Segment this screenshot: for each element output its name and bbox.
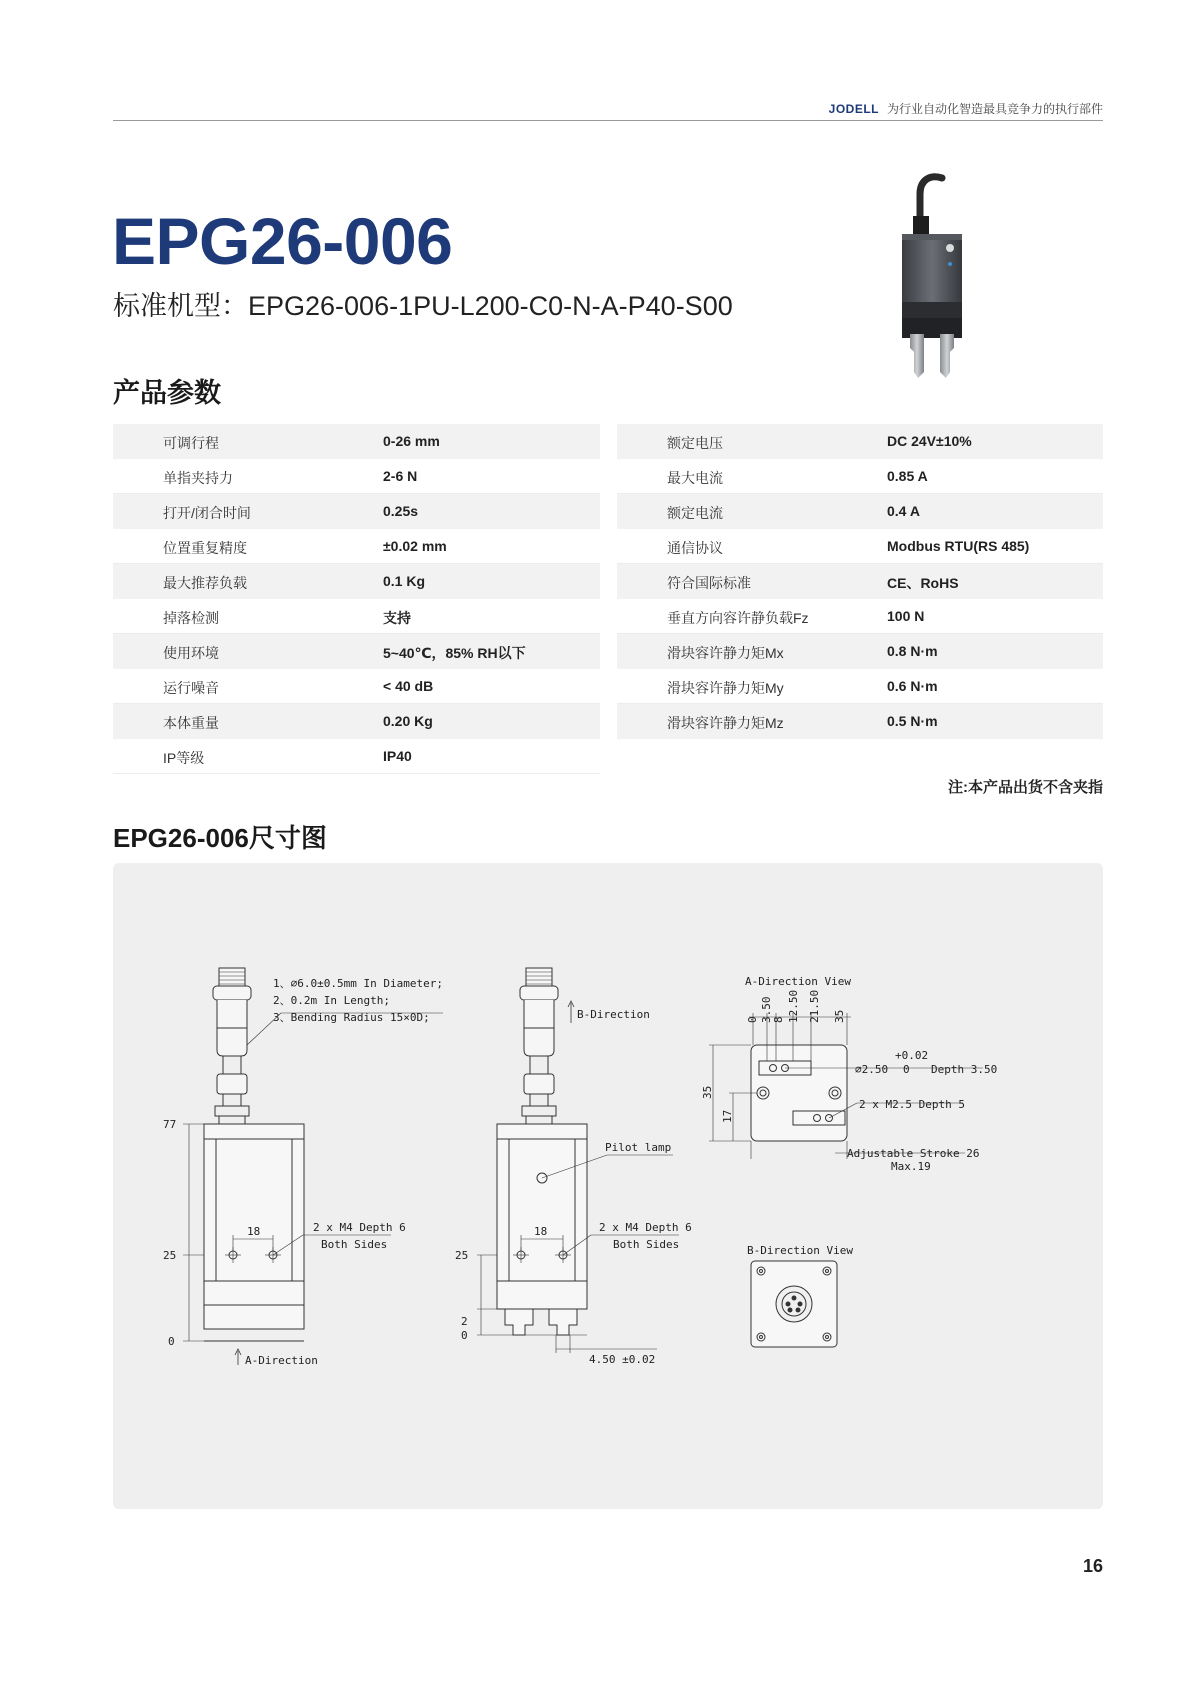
top-dim-350: 3.50 bbox=[760, 996, 773, 1023]
param-label: IP等级 bbox=[163, 750, 205, 766]
gripper-product-image bbox=[890, 172, 980, 382]
stroke-note-2: Max.19 bbox=[891, 1160, 931, 1173]
param-label: 额定电压 bbox=[667, 435, 723, 451]
param-row bbox=[113, 564, 600, 599]
dim-450: 4.50 ±0.02 bbox=[589, 1353, 656, 1366]
cable-note-3: 3、Bending Radius 15×0D; bbox=[273, 1011, 430, 1024]
a-direction-view bbox=[709, 1013, 983, 1159]
param-value: 支持 bbox=[383, 610, 411, 626]
dimension-drawing bbox=[113, 863, 1103, 1509]
param-label: 运行噪音 bbox=[163, 680, 219, 696]
dim-0-left: 0 bbox=[168, 1335, 175, 1348]
param-row bbox=[113, 459, 600, 494]
dimension-drawing-panel bbox=[113, 863, 1103, 1509]
param-value: 0.6 N·m bbox=[887, 678, 938, 694]
param-row bbox=[113, 424, 600, 459]
brand-logo-text: JODELL bbox=[828, 102, 879, 116]
top-dim-8: 8 bbox=[772, 1016, 785, 1023]
param-label: 使用环境 bbox=[163, 645, 219, 661]
b-direction-view bbox=[751, 1261, 837, 1347]
param-label: 滑块容许静力矩Mz bbox=[667, 715, 784, 731]
param-row bbox=[113, 669, 600, 704]
stroke-note-1: Adjustable Stroke 26 bbox=[847, 1147, 980, 1160]
front-view-middle bbox=[477, 968, 679, 1353]
param-label: 符合国际标准 bbox=[667, 575, 751, 591]
top-dim-0: 0 bbox=[746, 1016, 759, 1023]
param-value: DC 24V±10% bbox=[887, 433, 972, 449]
b-direction-label: B-Direction bbox=[577, 1008, 650, 1021]
dim-18-middle: 18 bbox=[534, 1225, 548, 1238]
param-value: 100 N bbox=[887, 608, 925, 624]
param-row bbox=[113, 634, 600, 669]
param-row bbox=[617, 704, 1103, 739]
m25-note: 2 x M2.5 Depth 5 bbox=[859, 1098, 965, 1111]
hole-tolerance-0: 0 bbox=[903, 1063, 910, 1076]
m4-note-left-2: Both Sides bbox=[321, 1238, 388, 1251]
cable-note-1: 1、∅6.0±0.5mm In Diameter; bbox=[273, 977, 443, 990]
hole-depth: Depth 3.50 bbox=[931, 1063, 998, 1076]
m4-note-middle-1: 2 x M4 Depth 6 bbox=[599, 1221, 692, 1234]
side-dim-35: 35 bbox=[701, 1085, 714, 1099]
shipping-note: 注:本产品出货不含夹指 bbox=[948, 779, 1103, 796]
param-row bbox=[617, 459, 1103, 494]
param-value: 0.5 N·m bbox=[887, 713, 938, 729]
param-row bbox=[617, 529, 1103, 564]
m4-note-left-1: 2 x M4 Depth 6 bbox=[313, 1221, 406, 1234]
side-view-left bbox=[183, 968, 443, 1365]
param-value: 0.4 A bbox=[887, 503, 920, 519]
dim-18-left: 18 bbox=[247, 1225, 261, 1238]
param-value: 5~40℃，85% RH以下 bbox=[383, 645, 526, 661]
side-dim-17: 17 bbox=[721, 1109, 734, 1123]
param-value: 0.20 Kg bbox=[383, 713, 433, 729]
page-number: 16 bbox=[1082, 1556, 1103, 1576]
param-label: 位置重复精度 bbox=[163, 540, 247, 556]
param-label: 通信协议 bbox=[667, 540, 723, 556]
m4-note-middle-2: Both Sides bbox=[613, 1238, 680, 1251]
param-value: 0-26 mm bbox=[383, 433, 440, 449]
dim-2-middle: 2 bbox=[461, 1315, 468, 1328]
param-value: 2-6 N bbox=[383, 468, 418, 484]
param-label: 本体重量 bbox=[163, 715, 219, 731]
param-value: 0.1 Kg bbox=[383, 573, 426, 589]
param-label: 打开/闭合时间 bbox=[163, 505, 251, 521]
param-row bbox=[113, 529, 600, 564]
param-value: ±0.02 mm bbox=[383, 538, 447, 554]
param-row bbox=[113, 704, 600, 739]
param-label: 可调行程 bbox=[163, 435, 219, 451]
param-label: 掉落检测 bbox=[163, 610, 219, 626]
param-value: < 40 dB bbox=[383, 678, 434, 694]
a-view-title: A-Direction View bbox=[745, 975, 851, 988]
dim-25-left: 25 bbox=[163, 1249, 177, 1262]
drawing-section-title: EPG26-006尺寸图 bbox=[113, 823, 327, 853]
param-value: 0.85 A bbox=[887, 468, 928, 484]
param-label: 单指夹持力 bbox=[163, 470, 233, 486]
brand-slogan: 为行业自动化智造最具竞争力的执行部件 bbox=[886, 102, 1103, 116]
page-header bbox=[113, 96, 1103, 121]
dim-77: 77 bbox=[163, 1118, 177, 1131]
param-row bbox=[617, 494, 1103, 529]
params-table-left bbox=[113, 424, 600, 774]
param-row bbox=[617, 424, 1103, 459]
hole-tolerance: +0.02 bbox=[895, 1049, 929, 1062]
dim-25-middle: 25 bbox=[455, 1249, 469, 1262]
cable-note-2: 2、0.2m In Length; bbox=[273, 994, 390, 1007]
hole-diameter: ∅2.50 bbox=[855, 1063, 889, 1076]
param-value: Modbus RTU(RS 485) bbox=[887, 538, 1030, 554]
param-value: IP40 bbox=[383, 748, 412, 764]
param-row bbox=[113, 739, 600, 774]
param-label: 滑块容许静力矩Mx bbox=[667, 645, 784, 661]
param-label: 滑块容许静力矩My bbox=[667, 680, 784, 696]
params-section-title: 产品参数 bbox=[113, 378, 221, 408]
param-value: CE、RoHS bbox=[887, 575, 959, 591]
param-value: 0.8 N·m bbox=[887, 643, 938, 659]
param-label: 最大电流 bbox=[667, 470, 723, 486]
params-table-right bbox=[617, 424, 1103, 739]
param-row bbox=[617, 599, 1103, 634]
param-row bbox=[617, 669, 1103, 704]
header-brand-line bbox=[829, 100, 1103, 117]
param-row bbox=[113, 494, 600, 529]
param-label: 额定电流 bbox=[667, 505, 723, 521]
param-label: 垂直方向容许静负载Fz bbox=[667, 610, 809, 626]
product-subtitle: 标准机型：EPG26-006-1PU-L200-C0-N-A-P40-S00 bbox=[113, 291, 733, 321]
product-title: EPG26-006 bbox=[112, 204, 453, 278]
param-value: 0.25s bbox=[383, 503, 419, 519]
param-label: 最大推荐负载 bbox=[163, 575, 247, 591]
top-dim-1250: 12.50 bbox=[787, 989, 800, 1023]
top-dim-2150: 21.50 bbox=[808, 989, 821, 1023]
top-dim-35: 35 bbox=[833, 1009, 846, 1023]
param-row bbox=[113, 599, 600, 634]
a-direction-label: A-Direction bbox=[245, 1354, 318, 1367]
pilot-lamp-label: Pilot lamp bbox=[605, 1141, 672, 1154]
dim-0-middle: 0 bbox=[461, 1329, 468, 1342]
param-row bbox=[617, 634, 1103, 669]
b-view-title: B-Direction View bbox=[747, 1244, 853, 1257]
param-row bbox=[617, 564, 1103, 599]
